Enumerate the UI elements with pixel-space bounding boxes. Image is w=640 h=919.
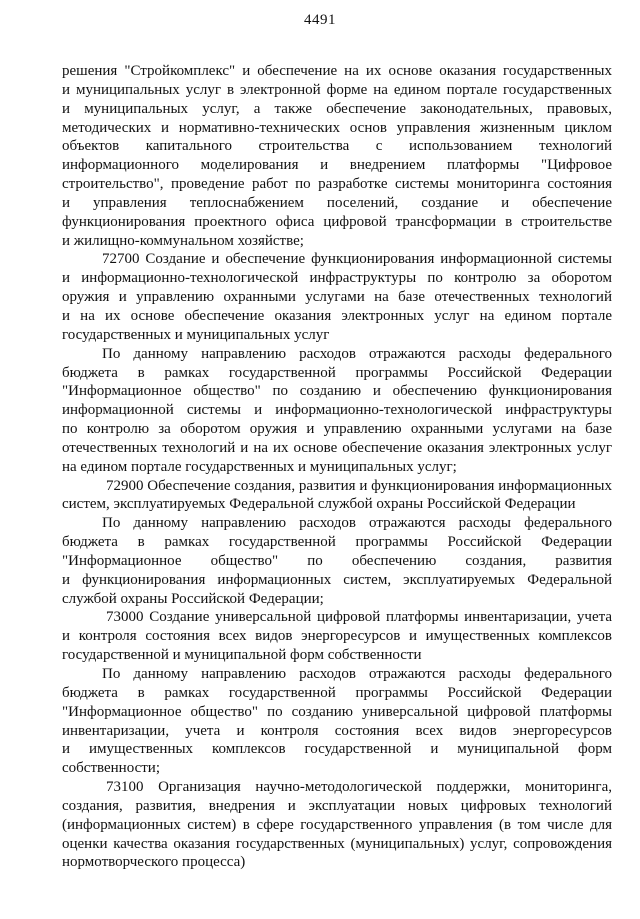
text-line: и имущественных комплексов государственной и муниципальной форм bbox=[62, 741, 612, 758]
text-line: (информационных систем) в сфере государственного управления (в том числе для bbox=[62, 816, 612, 833]
text-line: создания, развития, внедрения и эксплуатации новых цифровых технологий bbox=[62, 797, 612, 814]
text-line: собственности; bbox=[62, 760, 160, 777]
body-text bbox=[62, 62, 612, 872]
text-line: государственных и муниципальных услуг bbox=[62, 326, 330, 343]
text-line: и жилищно-коммунальном хозяйстве; bbox=[62, 232, 304, 249]
text-line: службой охраны Российской Федерации; bbox=[62, 590, 324, 607]
text-line: нормотворческого процесса) bbox=[62, 854, 246, 871]
text-line: и управления теплоснабжением поселений, создание и обеспечение bbox=[62, 194, 612, 211]
text-line: бюджета в рамках государственной программы Российской Федерации bbox=[62, 684, 612, 701]
section-heading-73100: 73100 Организация научно-методологической поддержки, мониторинга, bbox=[106, 779, 612, 796]
text-line: систем, эксплуатируемых Федеральной службой охраны Российской Федерации bbox=[62, 496, 576, 513]
text-line: государственной и муниципальной форм собственности bbox=[62, 647, 422, 664]
text-line: информационной системы и информационно-технологической инфраструктуры bbox=[62, 402, 612, 419]
paragraph-start: По данному направлению расходов отражаются расходы федерального bbox=[102, 515, 612, 532]
text-line: и муниципальных услуг в электронной форме на едином портале государственных bbox=[62, 81, 612, 98]
text-line: информационного моделирования и внедрением платформы "Цифровое bbox=[62, 157, 612, 174]
text-line: и на их основе обеспечение оказания электронных услуг на едином портале bbox=[62, 307, 612, 324]
text-line: отечественных технологий и на их основе обеспечение оказания электронных услуг bbox=[62, 439, 612, 456]
text-line: "Информационное общество" по обеспечению создания, развития bbox=[62, 552, 612, 569]
text-line: "Информационное общество" по созданию универсальной цифровой платформы bbox=[62, 703, 612, 720]
text-line: и контроля состояния всех видов энергоресурсов и имущественных комплексов bbox=[62, 628, 612, 645]
text-line: оценки качества оказания государственных (муниципальных) услуг, сопровождения bbox=[62, 835, 612, 852]
text-line: оружия и управлению охранными услугами на базе отечественных технологий bbox=[62, 289, 612, 306]
text-line: по контролю за оборотом оружия и управлению охранными услугами на базе bbox=[62, 421, 612, 438]
text-line: бюджета в рамках государственной программы Российской Федерации bbox=[62, 534, 612, 551]
text-line: функционирования проектного офиса цифровой трансформации в строительстве bbox=[62, 213, 612, 230]
text-line: и муниципальных услуг, а также обеспечение законодательных, правовых, bbox=[62, 100, 612, 117]
text-line: инвентаризации, учета и контроля состояния всех видов энергоресурсов bbox=[62, 722, 612, 739]
page-number: 4491 bbox=[304, 12, 336, 28]
text-line: строительство", проведение работ по разработке системы мониторинга состояния bbox=[62, 176, 612, 193]
text-line: решения "Стройкомплекс" и обеспечение на их основе оказания государственных bbox=[62, 63, 612, 79]
paragraph-start: По данному направлению расходов отражаются расходы федерального bbox=[102, 345, 612, 362]
text-line: на едином портале государственных и муниципальных услуг; bbox=[62, 458, 457, 475]
section-heading-72700: 72700 Создание и обеспечение функционирования информационной системы bbox=[102, 251, 612, 268]
text-line: "Информационное общество" по созданию и обеспечению функционирования bbox=[62, 383, 612, 400]
section-heading-73000: 73000 Создание универсальной цифровой платформы инвентаризации, учета bbox=[106, 609, 612, 626]
text-line: объектов капитального строительства с использованием технологий bbox=[62, 138, 612, 155]
paragraph-start: По данному направлению расходов отражаются расходы федерального bbox=[102, 666, 612, 682]
text-line: бюджета в рамках государственной программы Российской Федерации bbox=[62, 364, 612, 381]
text-line: и информационно-технологической инфраструктуры по контролю за оборотом bbox=[62, 270, 612, 287]
section-heading-72900: 72900 Обеспечение создания, развития и функционирования информационных bbox=[106, 477, 612, 494]
text-line: и функционирования информационных систем, эксплуатируемых Федеральной bbox=[62, 571, 612, 588]
text-line: методических и нормативно-технических основ управления жизненным циклом bbox=[62, 119, 612, 136]
